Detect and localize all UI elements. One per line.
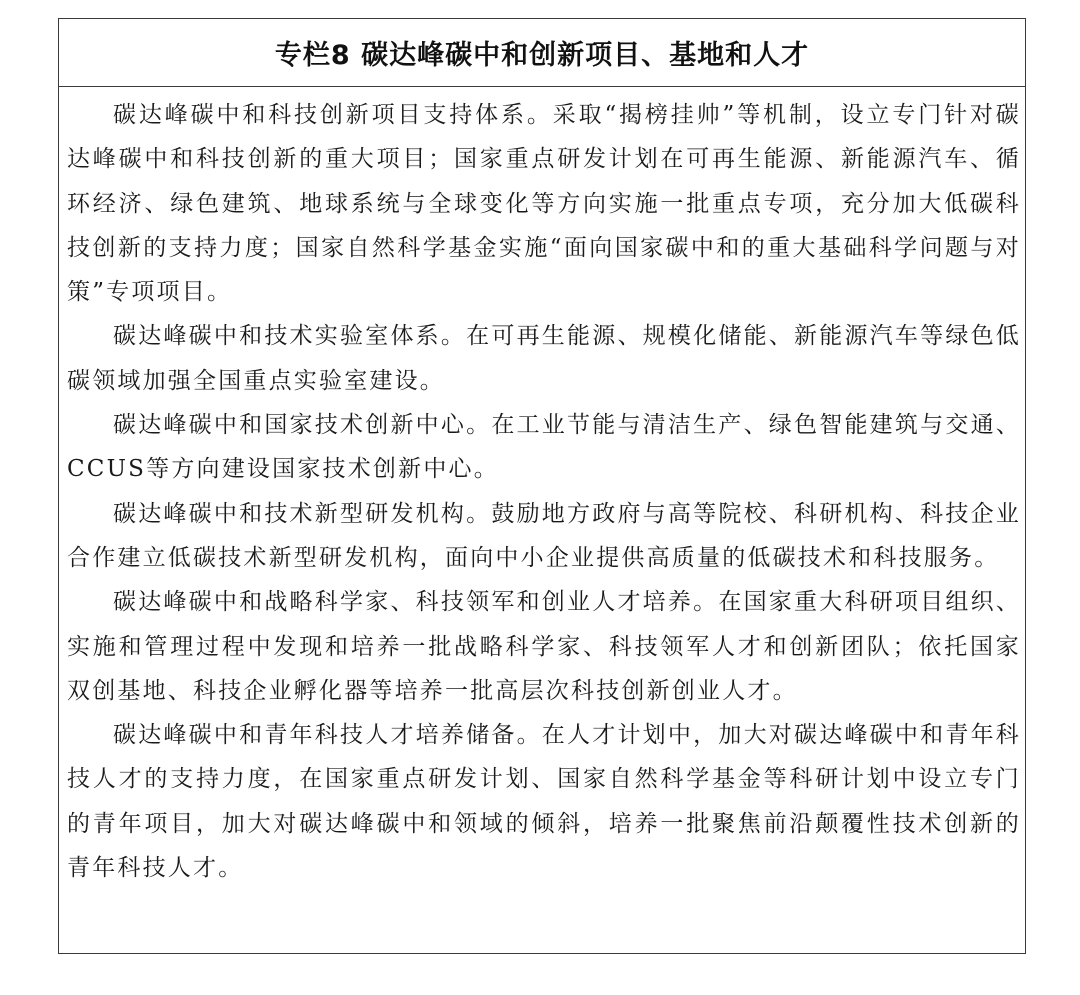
paragraph-project-support: 碳达峰碳中和科技创新项目支持体系。采取“揭榜挂帅”等机制，设立专门针对碳达峰碳中和科技创新的重大项目；国家重点研发计划在可再生能源、新能源汽车、循环经济、绿色建筑、地球系统与全球变化等方向实施一批重点专项，充分加大低碳科技创新的支持力度；国家自然科学基金实施“面向国家碳中和的重大基础科学问题与对策”专项项目。	[67, 102, 1021, 306]
column-content	[59, 87, 1025, 890]
title-bar	[59, 19, 1025, 87]
paragraph-strategic-scientists: 碳达峰碳中和战略科学家、科技领军和创业人才培养。在国家重大科研项目组织、实施和管理过程中发现和培养一批战略科学家、科技领军人才和创新团队；依托国家双创基地、科技企业孵化器等培养一批高层次科技创新创业人才。	[67, 589, 1021, 704]
paragraph-rd-institutions: 碳达峰碳中和技术新型研发机构。鼓励地方政府与高等院校、科研机构、科技企业合作建立低碳技术新型研发机构，面向中小企业提供高质量的低碳技术和科技服务。	[67, 500, 1021, 571]
column-box	[58, 18, 1026, 954]
paragraph-laboratory-system: 碳达峰碳中和技术实验室体系。在可再生能源、规模化储能、新能源汽车等绿色低碳领域加强全国重点实验室建设。	[67, 323, 1021, 394]
paragraph-young-talent: 碳达峰碳中和青年科技人才培养储备。在人才计划中，加大对碳达峰碳中和青年科技人才的支持力度，在国家重点研发计划、国家自然科学基金等科研计划中设立专门的青年项目，加大对碳达峰碳中和领域的倾斜，培养一批聚焦前沿颠覆性技术创新的青年科技人才。	[67, 722, 1021, 882]
column-title: 专栏8 碳达峰碳中和创新项目、基地和人才	[274, 40, 810, 71]
paragraph-innovation-center: 碳达峰碳中和国家技术创新中心。在工业节能与清洁生产、绿色智能建筑与交通、CCUS等方向建设国家技术创新中心。	[67, 412, 1021, 483]
